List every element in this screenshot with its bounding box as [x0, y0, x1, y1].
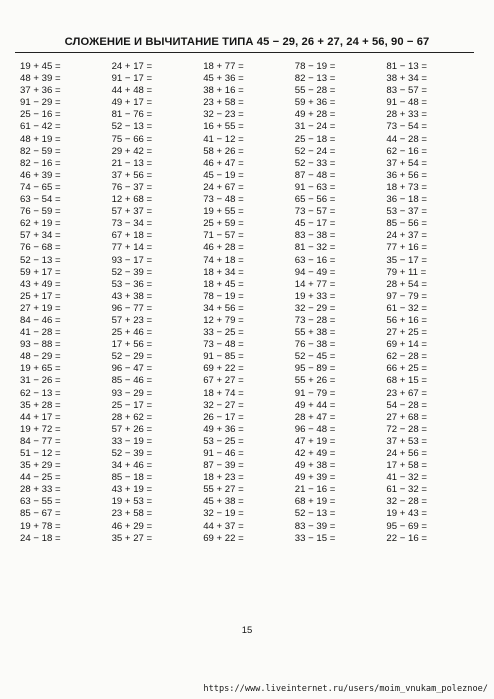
- exercise: 25 + 17 =: [20, 290, 61, 302]
- exercise: 61 − 42 =: [20, 121, 61, 133]
- source-watermark: https://www.liveinternet.ru/users/moim_vnukam_poleznoe/: [203, 684, 488, 694]
- exercise: 49 + 44 =: [294, 399, 336, 411]
- exercise: 14 + 77 =: [294, 278, 336, 290]
- exercise: 17 + 56 =: [111, 339, 153, 351]
- exercise: 57 + 34 =: [20, 230, 61, 242]
- exercise: 25 − 18 =: [294, 133, 336, 145]
- exercise: 67 + 27 =: [203, 375, 244, 387]
- exercise: 95 − 89 =: [294, 363, 336, 375]
- exercise: 28 + 33 =: [386, 109, 427, 121]
- exercise: 56 + 16 =: [386, 314, 427, 326]
- exercise: 84 − 77 =: [20, 435, 61, 447]
- exercise: 91 − 48 =: [386, 97, 427, 109]
- exercise: 44 + 37 =: [203, 520, 244, 532]
- exercise: 85 − 56 =: [386, 218, 427, 230]
- exercise: 97 − 79 =: [386, 290, 427, 302]
- exercise: 36 − 18 =: [386, 194, 427, 206]
- exercise: 81 − 76 =: [111, 109, 153, 121]
- exercise: 19 + 55 =: [203, 206, 244, 218]
- exercise: 16 + 55 =: [203, 121, 244, 133]
- exercise: 83 − 57 =: [386, 85, 427, 97]
- exercise: 37 + 56 =: [111, 169, 153, 181]
- exercise: 22 − 16 =: [386, 532, 427, 544]
- exercise: 76 − 38 =: [294, 339, 336, 351]
- exercise: 63 − 55 =: [20, 496, 61, 508]
- exercise: 73 − 48 =: [203, 194, 244, 206]
- exercise: 37 + 54 =: [386, 157, 427, 169]
- exercise: 23 + 58 =: [203, 97, 244, 109]
- exercise: 18 + 77 =: [203, 61, 244, 72]
- exercise-grid: [17, 61, 475, 545]
- exercise: 27 + 68 =: [386, 411, 427, 423]
- exercise: 82 − 59 =: [20, 145, 61, 157]
- exercise: 87 − 48 =: [294, 169, 336, 181]
- exercise: 44 + 17 =: [20, 411, 61, 423]
- exercise: 34 + 56 =: [203, 302, 244, 314]
- exercise: 27 + 25 =: [386, 327, 427, 339]
- exercise: 62 − 28 =: [386, 351, 427, 363]
- exercise: 24 − 18 =: [20, 532, 61, 544]
- exercise: 45 + 38 =: [203, 496, 244, 508]
- exercise: 73 − 34 =: [111, 218, 153, 230]
- exercise: 82 − 13 =: [294, 73, 336, 85]
- exercise: 91 − 63 =: [294, 181, 336, 193]
- exercise: 19 + 43 =: [386, 508, 427, 520]
- exercise: 21 − 13 =: [111, 157, 153, 169]
- exercise: 19 + 53 =: [111, 496, 153, 508]
- exercise: 19 + 65 =: [20, 363, 61, 375]
- exercise: 49 + 38 =: [294, 460, 336, 472]
- exercise: 91 − 29 =: [20, 97, 61, 109]
- exercise: 38 + 16 =: [203, 85, 244, 97]
- exercise: 52 − 13 =: [111, 121, 153, 133]
- exercise: 46 + 39 =: [20, 169, 61, 181]
- exercise: 24 + 37 =: [386, 230, 427, 242]
- exercise: 38 + 34 =: [386, 73, 427, 85]
- exercise: 32 − 23 =: [203, 109, 244, 121]
- exercise: 75 − 66 =: [111, 133, 153, 145]
- exercise: 45 − 19 =: [203, 169, 244, 181]
- exercise: 69 + 22 =: [203, 532, 244, 544]
- exercise: 29 + 42 =: [111, 145, 153, 157]
- exercise: 36 + 56 =: [386, 169, 427, 181]
- exercise: 12 + 68 =: [111, 194, 153, 206]
- exercise: 47 + 19 =: [294, 435, 336, 447]
- exercise: 52 − 24 =: [294, 145, 336, 157]
- exercise: 43 + 49 =: [20, 278, 61, 290]
- exercise: 76 − 68 =: [20, 242, 61, 254]
- exercise: 31 − 26 =: [20, 375, 61, 387]
- exercise: 66 + 25 =: [386, 363, 427, 375]
- exercise: 28 + 54 =: [386, 278, 427, 290]
- exercise: 53 − 36 =: [111, 278, 153, 290]
- exercise: 91 − 85 =: [203, 351, 244, 363]
- exercise: 18 + 34 =: [203, 266, 244, 278]
- exercise: 48 + 19 =: [20, 133, 61, 145]
- exercise: 55 + 38 =: [294, 327, 336, 339]
- title-divider: [15, 52, 474, 53]
- exercise: 21 − 16 =: [294, 484, 336, 496]
- exercise: 73 − 54 =: [386, 121, 427, 133]
- exercise: 52 − 39 =: [111, 266, 153, 278]
- exercise: 33 − 25 =: [203, 327, 244, 339]
- exercise: 18 + 23 =: [203, 472, 244, 484]
- exercise: 93 − 88 =: [20, 339, 61, 351]
- exercise: 78 − 19 =: [203, 290, 244, 302]
- exercise: 32 − 19 =: [203, 508, 244, 520]
- exercise: 45 − 17 =: [294, 218, 336, 230]
- exercise: 19 + 72 =: [20, 423, 61, 435]
- exercise: 62 − 13 =: [20, 387, 61, 399]
- exercise: 59 + 36 =: [294, 97, 336, 109]
- exercise: 25 + 59 =: [203, 218, 244, 230]
- exercise: 41 − 32 =: [386, 472, 427, 484]
- exercise: 43 + 38 =: [111, 290, 153, 302]
- exercise: 57 + 37 =: [111, 206, 153, 218]
- exercise: 23 + 67 =: [386, 387, 427, 399]
- exercise: 62 + 19 =: [20, 218, 61, 230]
- exercise: 52 − 13 =: [294, 508, 336, 520]
- exercise: 96 − 48 =: [294, 423, 336, 435]
- exercise: 54 − 28 =: [386, 399, 427, 411]
- exercise: 53 − 37 =: [386, 206, 427, 218]
- exercise: 93 − 29 =: [111, 387, 153, 399]
- exercise: 96 − 47 =: [111, 363, 153, 375]
- exercise: 53 − 25 =: [203, 435, 244, 447]
- exercise: 46 + 28 =: [203, 242, 244, 254]
- exercise: 85 − 67 =: [20, 508, 61, 520]
- exercise: 19 + 78 =: [20, 520, 61, 532]
- exercise: 65 − 56 =: [294, 194, 336, 206]
- exercise: 26 − 17 =: [203, 411, 244, 423]
- exercise: 48 − 29 =: [20, 351, 61, 363]
- exercise: 35 − 17 =: [386, 254, 427, 266]
- exercise: 52 − 39 =: [111, 448, 153, 459]
- exercise: 83 − 39 =: [294, 520, 336, 532]
- exercise: 41 − 28 =: [20, 327, 61, 339]
- exercise: 49 + 39 =: [294, 472, 336, 484]
- exercise: 32 − 28 =: [386, 496, 427, 508]
- exercise: 68 + 19 =: [294, 496, 336, 508]
- exercise: 85 − 18 =: [111, 472, 153, 484]
- exercise: 93 − 17 =: [111, 254, 153, 266]
- exercise: 49 + 17 =: [111, 97, 153, 109]
- exercise: 46 + 29 =: [111, 520, 153, 532]
- exercise: 61 − 32 =: [386, 484, 427, 496]
- exercise: 57 + 26 =: [111, 423, 153, 435]
- exercise: 23 + 58 =: [111, 508, 153, 520]
- exercise: 51 − 12 =: [20, 448, 61, 459]
- exercise: 57 + 23 =: [111, 314, 153, 326]
- exercise: 61 − 32 =: [386, 302, 427, 314]
- exercise: 28 + 47 =: [294, 411, 336, 423]
- exercise: 85 − 46 =: [111, 375, 153, 387]
- exercise: 69 + 22 =: [203, 363, 244, 375]
- exercise: 25 − 17 =: [111, 399, 153, 411]
- exercise: 43 + 19 =: [111, 484, 153, 496]
- exercise: 52 − 33 =: [294, 157, 336, 169]
- exercise: 52 − 45 =: [294, 351, 336, 363]
- exercise: 48 + 39 =: [20, 73, 61, 85]
- exercise: 55 − 28 =: [294, 85, 336, 97]
- exercise: 49 + 28 =: [294, 109, 336, 121]
- exercise: 96 − 77 =: [111, 302, 153, 314]
- exercise: 91 − 17 =: [111, 73, 153, 85]
- exercise: 28 + 33 =: [20, 484, 61, 496]
- exercise: 63 − 16 =: [294, 254, 336, 266]
- page-number: 15: [241, 625, 253, 636]
- exercise: 32 − 27 =: [203, 399, 244, 411]
- exercise: 24 + 67 =: [203, 181, 244, 193]
- exercise: 79 + 11 =: [386, 266, 427, 278]
- exercise: 69 + 14 =: [386, 339, 427, 351]
- exercise: 72 − 28 =: [386, 423, 427, 435]
- exercise: 19 + 45 =: [20, 61, 61, 72]
- exercise: 35 + 28 =: [20, 399, 61, 411]
- exercise: 44 − 28 =: [386, 133, 427, 145]
- exercise: 24 + 17 =: [111, 61, 153, 72]
- exercise: 33 − 15 =: [294, 532, 336, 544]
- exercise: 49 + 36 =: [203, 423, 244, 435]
- exercise: 42 + 49 =: [294, 448, 336, 459]
- exercise: 71 − 57 =: [203, 230, 244, 242]
- exercise: 73 − 28 =: [294, 314, 336, 326]
- exercise: 91 − 46 =: [203, 448, 244, 459]
- exercise: 59 + 17 =: [20, 266, 61, 278]
- exercise: 62 − 16 =: [386, 145, 427, 157]
- exercise: 31 − 24 =: [294, 121, 336, 133]
- exercise: 73 − 48 =: [203, 339, 244, 351]
- exercise: 87 − 39 =: [203, 460, 244, 472]
- exercise: 77 + 14 =: [111, 242, 153, 254]
- exercise: 45 + 36 =: [203, 73, 244, 85]
- exercise: 77 + 16 =: [386, 242, 427, 254]
- exercise: 37 + 36 =: [20, 85, 61, 97]
- exercise: 32 − 29 =: [294, 302, 336, 314]
- exercise: 24 + 56 =: [386, 448, 427, 459]
- exercise: 35 + 27 =: [111, 532, 153, 544]
- exercise: 18 + 73 =: [386, 181, 427, 193]
- page-title: СЛОЖЕНИЕ И ВЫЧИТАНИЕ ТИПА 45 − 29, 26 + 27, 24 + 56, 90 − 67: [64, 36, 430, 48]
- exercise: 52 − 13 =: [20, 254, 61, 266]
- exercise: 63 − 54 =: [20, 194, 61, 206]
- exercise: 55 + 27 =: [203, 484, 244, 496]
- exercise: 27 + 19 =: [20, 302, 61, 314]
- exercise: 81 − 32 =: [294, 242, 336, 254]
- exercise: 41 − 12 =: [203, 133, 244, 145]
- exercise: 76 − 59 =: [20, 206, 61, 218]
- exercise: 84 − 46 =: [20, 314, 61, 326]
- exercise: 18 + 74 =: [203, 387, 244, 399]
- exercise: 82 − 16 =: [20, 157, 61, 169]
- exercise: 73 − 57 =: [294, 206, 336, 218]
- exercise: 74 + 18 =: [203, 254, 244, 266]
- exercise: 55 + 26 =: [294, 375, 336, 387]
- exercise: 78 − 19 =: [294, 61, 336, 72]
- exercise: 25 + 46 =: [111, 327, 153, 339]
- exercise: 46 + 47 =: [203, 157, 244, 169]
- exercise: 18 + 45 =: [203, 278, 244, 290]
- exercise: 44 − 25 =: [20, 472, 61, 484]
- exercise: 67 + 18 =: [111, 230, 153, 242]
- exercise: 58 + 26 =: [203, 145, 244, 157]
- exercise: 52 − 29 =: [111, 351, 153, 363]
- exercise: 68 + 15 =: [386, 375, 427, 387]
- exercise: 17 + 58 =: [386, 460, 427, 472]
- exercise: 37 + 53 =: [386, 435, 427, 447]
- exercise: 95 − 69 =: [386, 520, 427, 532]
- exercise: 35 + 29 =: [20, 460, 61, 472]
- exercise: 94 − 49 =: [294, 266, 336, 278]
- exercise: 81 − 13 =: [386, 61, 427, 72]
- exercise: 12 + 79 =: [203, 314, 244, 326]
- exercise: 44 + 48 =: [111, 85, 153, 97]
- exercise: 74 − 65 =: [20, 181, 61, 193]
- exercise: 91 − 79 =: [294, 387, 336, 399]
- exercise: 34 + 46 =: [111, 460, 153, 472]
- exercise: 83 − 38 =: [294, 230, 336, 242]
- exercise: 19 + 33 =: [294, 290, 336, 302]
- exercise: 33 − 19 =: [111, 435, 153, 447]
- exercise: 76 − 37 =: [111, 181, 153, 193]
- exercise: 25 − 16 =: [20, 109, 61, 121]
- exercise: 28 + 62 =: [111, 411, 153, 423]
